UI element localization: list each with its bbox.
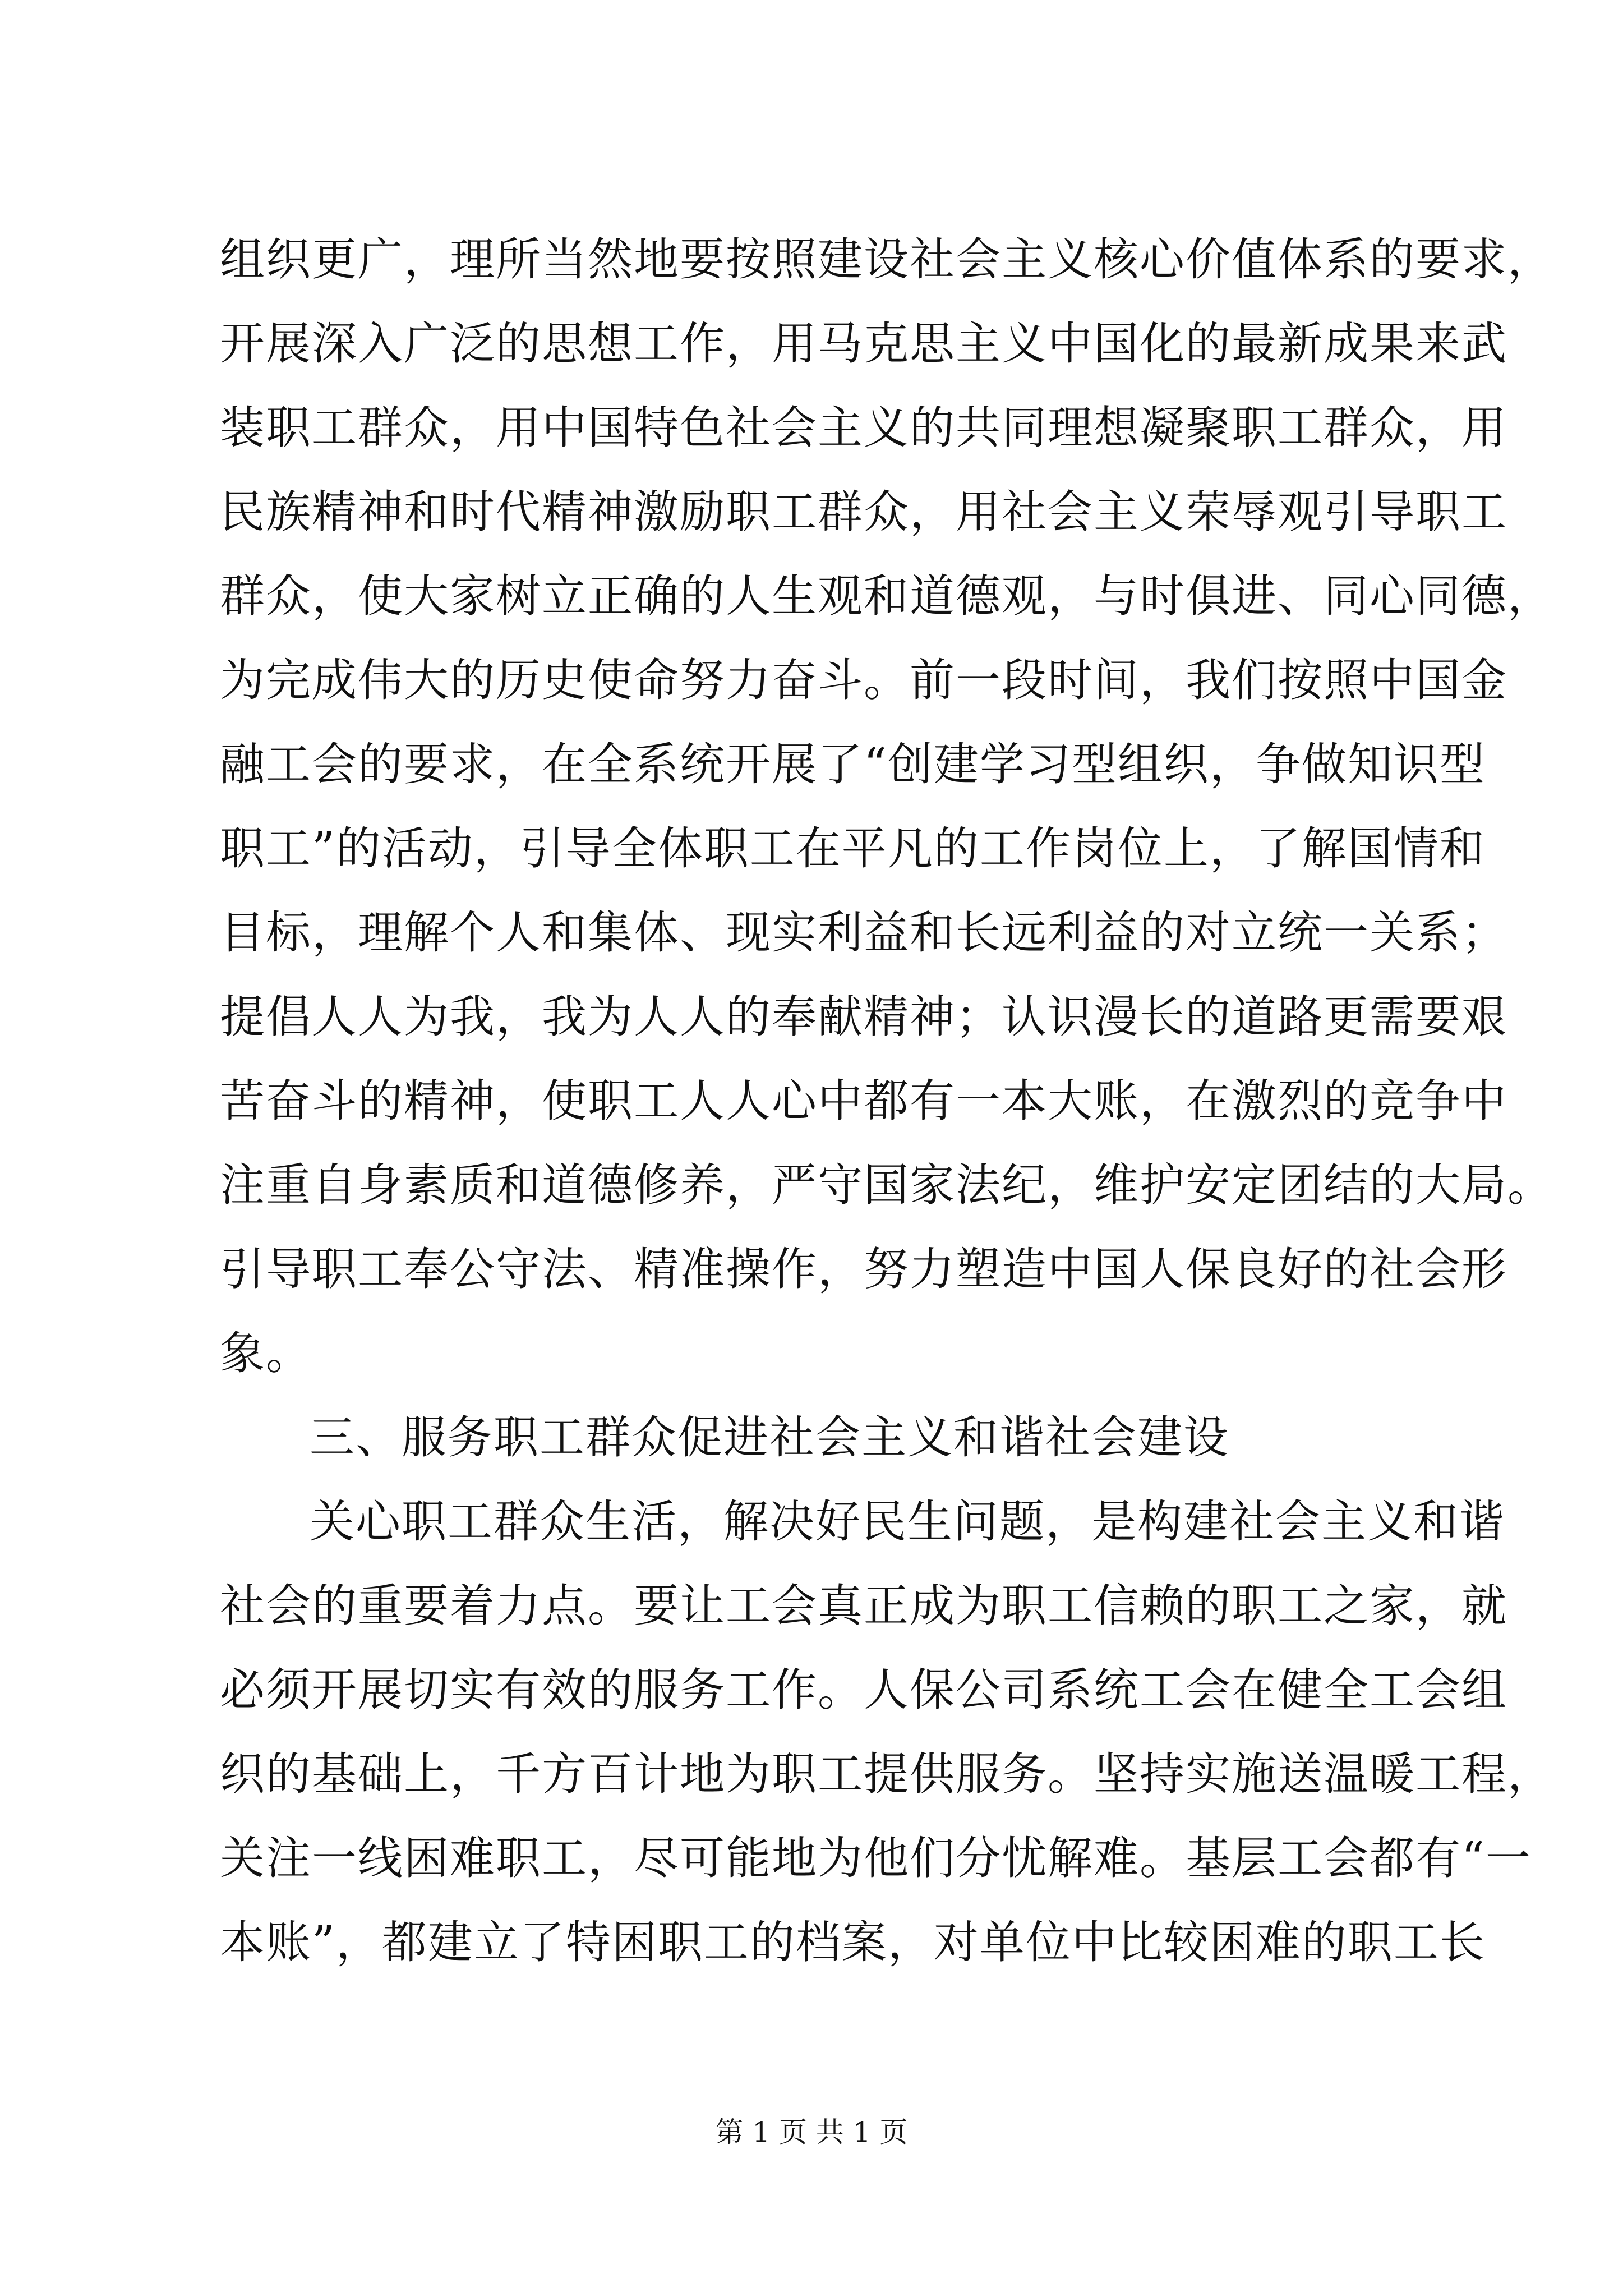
text-line: 装职工群众，用中国特色社会主义的共同理想凝聚职工群众，用: [220, 402, 1507, 454]
text-line: 提倡人人为我，我为人人的奉献精神；认识漫长的道路更需要艰: [220, 991, 1507, 1043]
page-footer: 第 1 页 共 1 页: [715, 2116, 908, 2148]
body-text: [220, 218, 1553, 1985]
text-line: 为完成伟大的历史使命努力奋斗。前一段时间，我们按照中国金: [220, 654, 1507, 706]
text-line: 本账”，都建立了特困职工的档案，对单位中比较困难的职工长: [220, 1916, 1486, 1968]
text-line: 开展深入广泛的思想工作，用马克思主义中国化的最新成果来武: [220, 318, 1507, 370]
text-line: 织的基础上，千方百计地为职工提供服务。坚持实施送温暖工程，: [220, 1748, 1553, 1800]
text-line: 苦奋斗的精神，使职工人人心中都有一本大账，在激烈的竞争中: [220, 1075, 1507, 1127]
text-line: 社会的重要着力点。要让工会真正成为职工信赖的职工之家，就: [220, 1580, 1507, 1632]
text-line: 群众，使大家树立正确的人生观和道德观，与时俱进、同心同德，: [220, 570, 1553, 622]
text-line: 必须开展切实有效的服务工作。人保公司系统工会在健全工会组: [220, 1664, 1507, 1716]
text-line: 象。: [220, 1327, 312, 1379]
text-line: 民族精神和时代精神激励职工群众，用社会主义荣辱观引导职工: [220, 486, 1507, 538]
text-line: 注重自身素质和道德修养，严守国家法纪，维护安定团结的大局。: [220, 1159, 1553, 1211]
text-line: 引导职工奉公守法、精准操作，努力塑造中国人保良好的社会形: [220, 1243, 1507, 1295]
text-line: 关注一线困难职工，尽可能地为他们分忧解难。基层工会都有“一: [220, 1832, 1532, 1884]
text-line: 组织更广，理所当然地要按照建设社会主义核心价值体系的要求，: [220, 233, 1553, 286]
section-heading: 三、服务职工群众促进社会主义和谐社会建设: [310, 1411, 1229, 1464]
text-line: 融工会的要求，在全系统开展了“创建学习型组织，争做知识型: [220, 738, 1486, 790]
text-line: 目标，理解个人和集体、现实利益和长远利益的对立统一关系；: [220, 907, 1507, 959]
text-line: 职工”的活动，引导全体职工在平凡的工作岗位上，了解国情和: [220, 822, 1486, 875]
text-line: 关心职工群众生活，解决好民生问题，是构建社会主义和谐: [310, 1496, 1505, 1548]
